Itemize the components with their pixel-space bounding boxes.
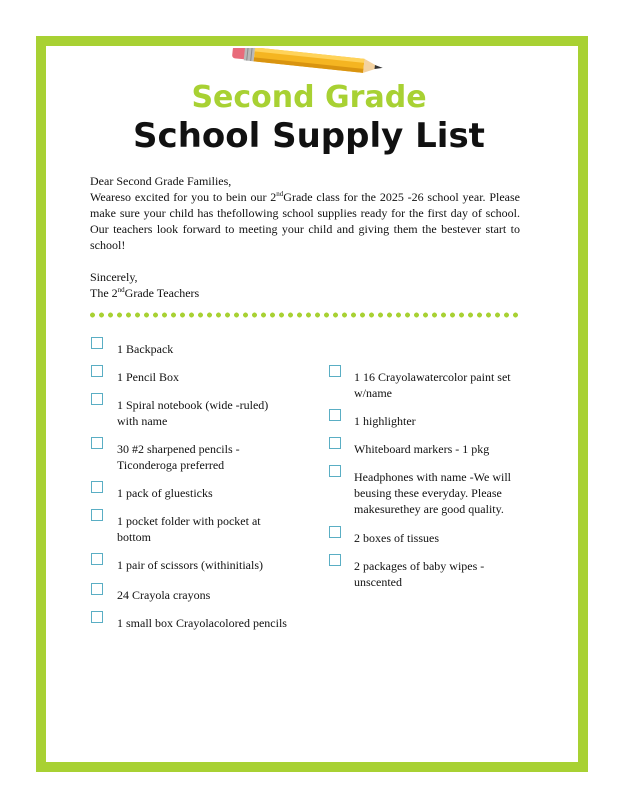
title-line-2: School Supply List [133, 116, 485, 156]
checklist-item-label: 24 Crayola crayons [117, 588, 211, 602]
checklist-item-label: Headphones with name -We will beusing these everyday. Please makesurethey are good quality. [354, 470, 511, 516]
checklist-item-label: 30 #2 sharpened pencils - Ticonderoga preferred [117, 442, 240, 472]
checkbox[interactable] [91, 437, 103, 449]
checkbox[interactable] [329, 554, 341, 566]
checklist-item-label: 1 Backpack [117, 342, 174, 356]
title-line-1: Second Grade [191, 80, 427, 115]
checklist-item-label: 1 Pencil Box [117, 370, 179, 384]
checklist-item-label: 1 pocket folder with pocket at bottom [117, 514, 261, 544]
checkbox[interactable] [91, 393, 103, 405]
checkbox[interactable] [91, 583, 103, 595]
checkbox[interactable] [329, 365, 341, 377]
pencil-icon [228, 48, 388, 74]
checkbox[interactable] [91, 553, 103, 565]
checklist-item-label: 1 small box Crayolacolored pencils [117, 616, 287, 630]
checkbox[interactable] [329, 437, 341, 449]
checklist-item-label: 1 16 Crayolawatercolor paint set w/name [354, 370, 511, 400]
checklist-item-label: 1 pack of gluesticks [117, 486, 213, 500]
checkbox[interactable] [91, 365, 103, 377]
checkbox[interactable] [329, 526, 341, 538]
checklist-item-label: Whiteboard markers - 1 pkg [354, 442, 490, 456]
checkbox[interactable] [91, 509, 103, 521]
letter-closing: Sincerely, [90, 270, 138, 284]
checklist-item-label: 2 packages of baby wipes - unscented [354, 559, 485, 589]
checkbox[interactable] [91, 481, 103, 493]
checkbox[interactable] [329, 465, 341, 477]
checklist-item-label: 1 Spiral notebook (wide -ruled) with name [117, 398, 269, 428]
letter [90, 173, 520, 301]
checkbox[interactable] [329, 409, 341, 421]
checkbox[interactable] [91, 611, 103, 623]
dotted-divider [88, 310, 520, 320]
checklist-item-label: 1 pair of scissors (withinitials) [117, 558, 263, 572]
checkbox[interactable] [91, 337, 103, 349]
letter-signature: The 2ndGrade Teachers [90, 286, 200, 300]
checklist-item-label: 1 highlighter [354, 414, 416, 428]
checklist-item-label: 2 boxes of tissues [354, 531, 439, 545]
letter-greeting: Dear Second Grade Families, [90, 174, 232, 188]
letter-body: Weareso excited for you to bein our 2ndGrade class for the 2025 -26 school year. Please make sure your child has thefollowing school supplies ready for the first day of school. Our teachers look forward to meeting your child and giving them the bestever start to school! [90, 190, 521, 252]
